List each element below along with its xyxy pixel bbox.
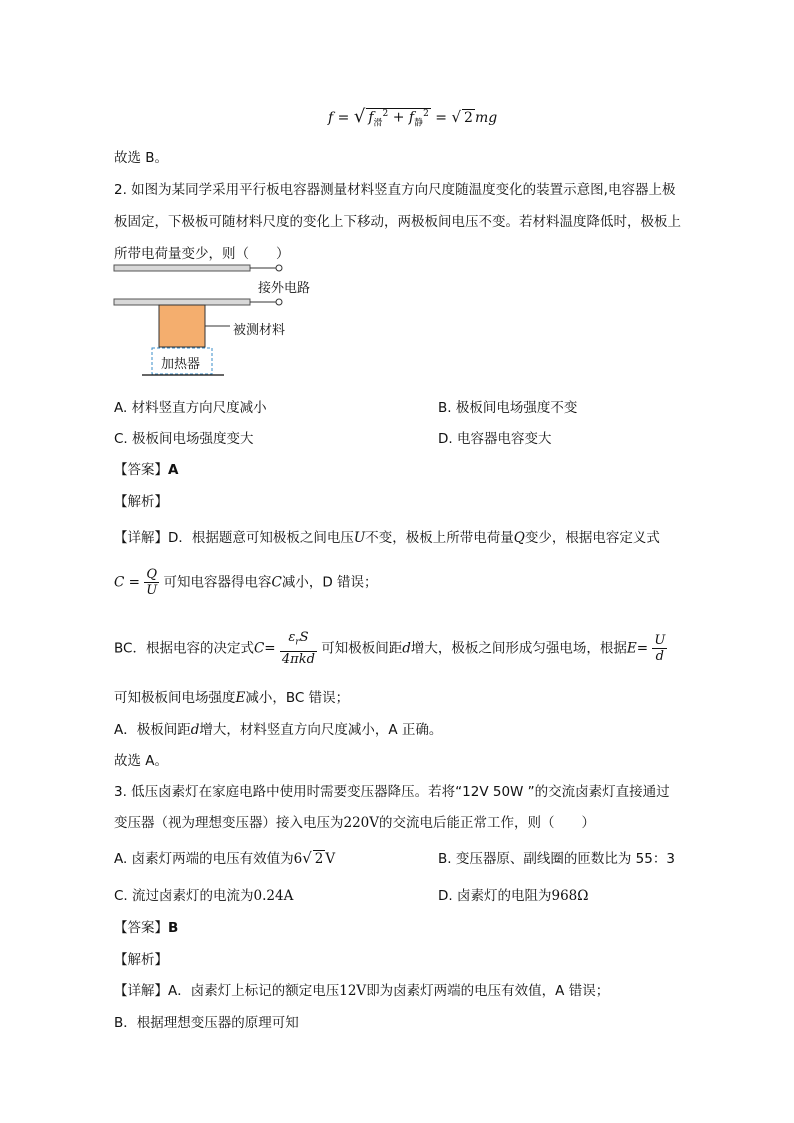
answer-value: A xyxy=(168,462,179,478)
eq-term1-sub: 滑 xyxy=(373,118,383,129)
lower-plate xyxy=(114,299,250,305)
eq-term1-exp: 2 xyxy=(382,109,389,120)
q3-option-d xyxy=(438,884,588,904)
equation-friction xyxy=(328,106,497,129)
fraction-Q-over-U xyxy=(144,567,159,598)
var-E: E xyxy=(235,690,246,706)
var-E: E xyxy=(626,640,637,657)
sqrt-2: 2 xyxy=(314,851,324,867)
q3-option-a xyxy=(114,847,335,867)
coef-6: 6 xyxy=(293,851,303,867)
detail-text: D．根据题意可知极板之间电压 xyxy=(168,530,354,546)
frac-den: d xyxy=(655,648,664,664)
q2-analysis-tag: 【解析】 xyxy=(114,494,168,510)
sqrt-2: 2 xyxy=(464,110,473,126)
var-U: U xyxy=(353,530,366,546)
eq-term2-sub: 静 xyxy=(414,118,424,129)
select-b-text: 故选 B。 xyxy=(114,150,169,166)
detail-text: 增大，极板之间形成匀强电场，根据 xyxy=(410,640,627,657)
equals: = xyxy=(264,640,276,657)
q2-option-d: D. 电容器电容变大 xyxy=(438,431,552,447)
var-C: C xyxy=(253,640,265,657)
q3-stem-line1: 3. 低压卤素灯在家庭电路中使用时需要变压器降压。若将“12V 50W ”的交流卤素灯直接通过 xyxy=(114,784,670,800)
sqrt-body xyxy=(366,108,431,128)
eq-term1: f xyxy=(368,110,374,126)
var-C: C xyxy=(114,574,125,591)
fraction-U-over-d xyxy=(652,633,667,664)
q2-stem-line2: 板固定，下极板可随材料尺度的变化上下移动，两极板间电压不变。若材料温度降低时，极板上 xyxy=(114,214,681,230)
option-text: A. 卤素灯两端的电压有效值为 xyxy=(114,851,294,867)
detail-text: 不变，极板上所带电荷量 xyxy=(365,530,514,546)
voltage-value: 12V xyxy=(339,983,367,999)
detail-text: A．卤素灯上标记的额定电压 xyxy=(168,983,340,999)
q3-option-b: B. 变压器原、副线圈的匝数比为 55：3 xyxy=(438,851,675,867)
eq-equals-2: = xyxy=(435,110,448,126)
capacitor-diagram xyxy=(112,262,332,382)
stem-text: 的交流电后能正常工作，则（ ） xyxy=(379,815,596,831)
answer-tag: 【答案】 xyxy=(114,920,168,936)
eq-term2-exp: 2 xyxy=(423,109,429,120)
frac-num xyxy=(280,630,317,652)
detail-text: 可知电容器得电容 xyxy=(163,574,272,591)
option-text: D. 卤素灯的电阻为 xyxy=(438,888,552,904)
q2-option-c: C. 极板间电场强度变大 xyxy=(114,431,254,447)
var-Q: Q xyxy=(513,530,525,546)
resistance-value: 968Ω xyxy=(551,888,589,904)
detail-text: BC．根据电容的决定式 xyxy=(114,640,254,657)
var-C: C xyxy=(271,574,282,591)
q2-select: 故选 A。 xyxy=(114,753,169,769)
q2-detail-line1 xyxy=(114,526,660,546)
detail-text: 变少，根据电容定义式 xyxy=(524,530,660,546)
fraction-capacitance xyxy=(280,630,317,667)
q2-detail-line3 xyxy=(114,630,667,667)
detail-tag: 【详解】 xyxy=(114,983,168,999)
eq-plus: + xyxy=(392,110,405,126)
q3-option-c xyxy=(114,884,293,904)
lower-terminal xyxy=(276,299,282,305)
eq-equals: = xyxy=(337,110,350,126)
label-external-circuit: 接外电路 xyxy=(258,281,311,296)
frac-den: U xyxy=(146,583,158,598)
q3-answer xyxy=(114,916,178,936)
q2-stem-line1: 2. 如图为某同学采用平行板电容器测量材料竖直方向尺度随温度变化的装置示意图,电容器上极 xyxy=(114,182,676,198)
epsilon-sub: r xyxy=(295,637,300,648)
answer-tag: 【答案】 xyxy=(114,462,168,478)
var-d: d xyxy=(190,722,200,738)
frac-num: U xyxy=(654,632,666,648)
detail-text: 减小，D 错误； xyxy=(281,574,378,591)
material-block xyxy=(159,305,205,347)
eq-f: f xyxy=(328,110,334,126)
eq-mg: mg xyxy=(474,110,498,126)
voltage-value: 220V xyxy=(343,815,380,831)
q2-detail-line5 xyxy=(114,718,442,738)
equals: = xyxy=(636,640,649,657)
detail-text: 增大，材料竖直方向尺度减小，A 正确。 xyxy=(199,722,443,738)
epsilon: ε xyxy=(288,630,296,645)
q3-detail-line1 xyxy=(114,979,609,999)
var-S: S xyxy=(299,630,309,645)
q2-option-b: B. 极板间电场强度不变 xyxy=(438,400,578,416)
sqrt-sign: √ xyxy=(353,106,366,127)
sqrt-sign-2: √ xyxy=(451,108,462,126)
label-material: 被测材料 xyxy=(233,323,286,338)
sqrt-sign: √ xyxy=(302,849,312,867)
current-value: 0.24A xyxy=(253,888,294,904)
q3-stem-line2 xyxy=(114,811,595,831)
q2-detail-line2 xyxy=(114,567,378,598)
q2-option-a: A. 材料竖直方向尺度减小 xyxy=(114,400,267,416)
frac-den: 4πkd xyxy=(281,651,315,667)
answer-value: B xyxy=(168,920,179,936)
label-heater: 加热器 xyxy=(161,357,201,372)
q3-analysis-tag: 【解析】 xyxy=(114,952,168,968)
detail-text: 减小，BC 错误； xyxy=(245,690,350,706)
detail-text: A．极板间距 xyxy=(114,722,191,738)
frac-num: Q xyxy=(144,567,159,583)
q2-stem-line3: 所带电荷量变少，则（ ） xyxy=(114,246,290,262)
detail-tag: 【详解】 xyxy=(114,530,168,546)
q2-answer xyxy=(114,458,178,478)
detail-text: 可知极板间电场强度 xyxy=(114,690,236,706)
unit-V: V xyxy=(325,851,336,867)
upper-plate xyxy=(114,265,250,271)
upper-terminal xyxy=(276,265,282,271)
var-d: d xyxy=(402,640,411,657)
equals: = xyxy=(128,574,140,591)
eq-term2: f xyxy=(408,110,415,126)
stem-text: 变压器（视为理想变压器）接入电压为 xyxy=(114,815,344,831)
q2-detail-line4 xyxy=(114,686,349,706)
q3-detail-line2: B．根据理想变压器的原理可知 xyxy=(114,1015,299,1031)
detail-text: 可知极板间距 xyxy=(321,640,403,657)
option-text: C. 流过卤素灯的电流为 xyxy=(114,888,254,904)
detail-text: 即为卤素灯两端的电压有效值，A 错误； xyxy=(366,983,610,999)
